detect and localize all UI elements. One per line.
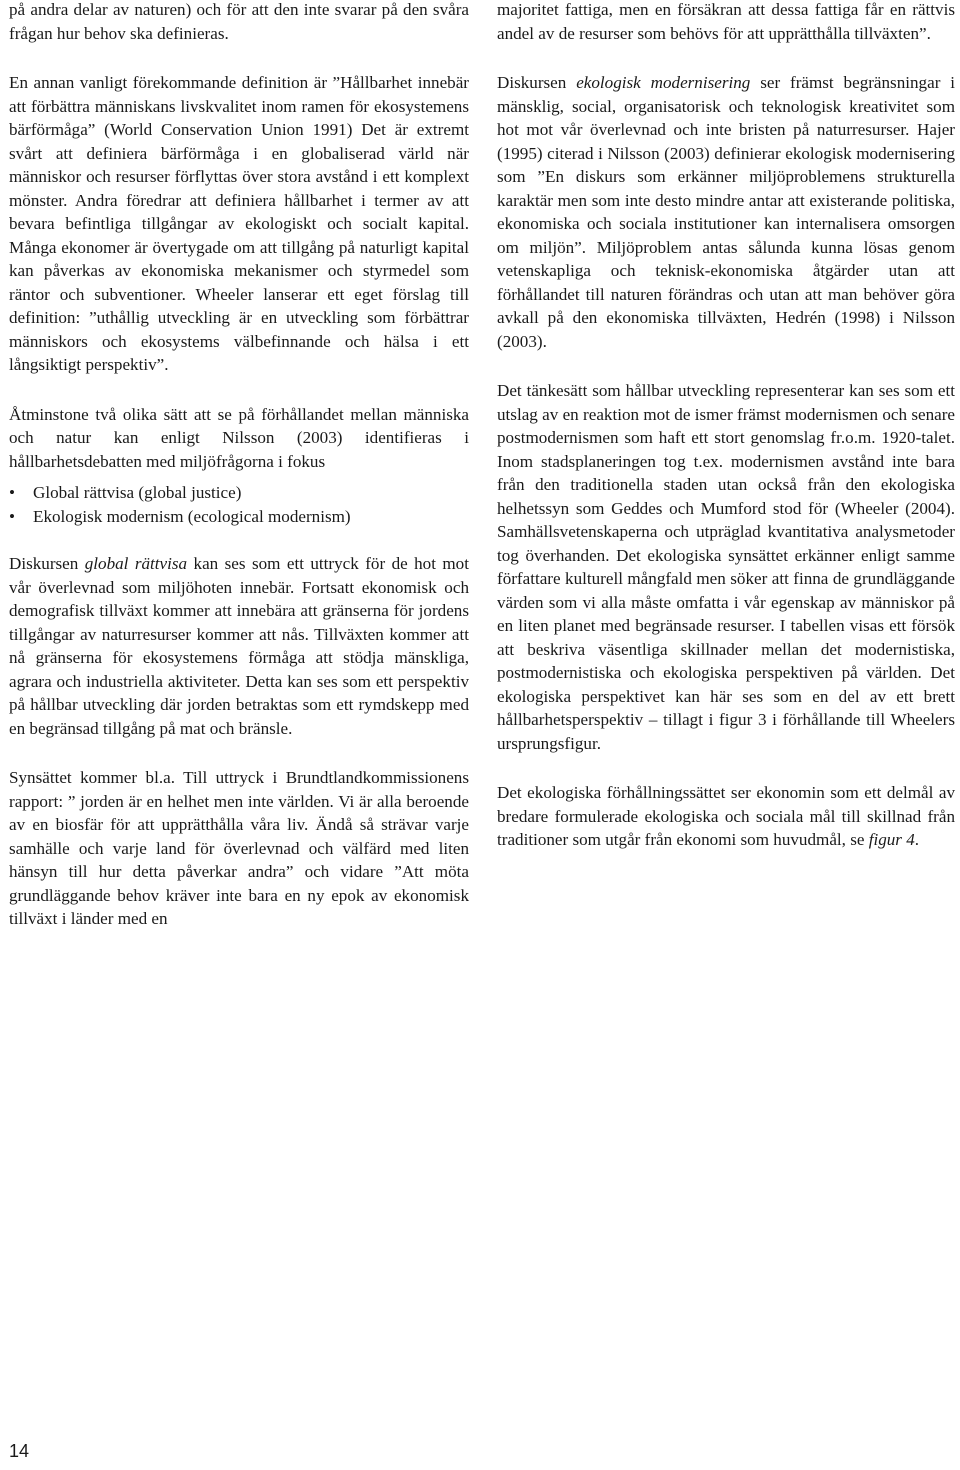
list-item-text: Global rättvisa (global justice) bbox=[33, 483, 242, 502]
list-item bbox=[9, 505, 469, 529]
text-run: . bbox=[914, 830, 920, 849]
list-item-text: Ekologisk modernism (ecological modernism) bbox=[33, 506, 351, 526]
paragraph-continued: majoritet fattiga, men en försäkran att dessa fattiga får en rättvis andel av de resurser som behövs för att upprätthålla tillväxten”. bbox=[497, 0, 955, 43]
paragraph-brundtland: Synsättet kommer bl.a. Till uttryck i Brundtlandkommissionens rapport: ” jorden är en helhet men inte världen. Vi är alla beroende av en biosfär för att upprätthålla våra liv. Ändå så strävar varje samhälle och varje land för överlevnad och välfärd med liten hänsyn till hur detta påverkar andra” och vidare ”Att möta grundläggande behov kräver inte bara en ny epok av ekonomisk tillväxt i länder med en bbox=[9, 768, 469, 928]
bullet-icon: • bbox=[9, 506, 15, 526]
left-column bbox=[9, 0, 469, 957]
paragraph-continued: på andra delar av naturen) och för att den inte svarar på den svåra frågan hur behov ska definieras. bbox=[9, 0, 469, 43]
list-item bbox=[9, 481, 469, 505]
paragraph-global-justice bbox=[9, 552, 469, 740]
emphasis-text: global rättvisa bbox=[84, 554, 188, 573]
paragraph-ecological-economy bbox=[497, 781, 955, 852]
paragraph-sustainability-definition: En annan vanligt förekommande definition är ”Hållbarhet innebär att förbättra människans livskvalitet inom ramen för ekosystemens bärförmåga” (World Conservation Union 1991) Det är extremt svårt att definiera bärförmåga i en globaliserad värld när människor och resurser förflyttas över stora avstånd i ett komplext mönster. Andra föredrar att definiera hållbarhet i termer av att bevara befintliga tillgångar av ekologiskt och socialt kapital. Många ekonomer är övertygade om att tillgång på naturligt kapital kan påverkas av ekonomiska mekanismer och styrmedel som räntor och subventioner. Wheeler lanserar ett eget förslag till definition: ”uthållig utveckling är en utveckling som förbättrar människors och ekosystems välbefinnande och hälsa i ett långsiktigt perspektiv”. bbox=[9, 73, 469, 374]
emphasis-text: ekologisk modernisering bbox=[576, 73, 751, 92]
figure-reference: figur 4 bbox=[868, 830, 915, 849]
page-number: 14 bbox=[9, 1441, 30, 1461]
text-run: Diskursen bbox=[9, 554, 85, 573]
text-run: ser främst begränsningar i mänsklig, social, organisatorisk och teknologisk kreativitet som hot mot vår överlevnad och inte bristen på naturresurser. Hajer (1995) citerad i Nilsson (2003) definierar ekologisk modernisering som ”En diskurs som erkänner miljöproblemens strukturella karaktär men som inte desto mindre antar att existerande politiska, ekonomiska och sociala institutioner kan internalisera omsorgen om miljön”. Miljöproblem antas sålunda kunna lösas genom vetenskapliga och teknisk-ekonomiska åtgärder utan att förhållandet till naturen förändras och utan att man behöver göra avkall på den ekonomiska tillväxten, Hedrén (1998) i Nilsson (2003). bbox=[497, 73, 956, 351]
bullet-list bbox=[9, 481, 469, 528]
bullet-icon: • bbox=[9, 483, 15, 502]
paragraph-ecological-modernisation bbox=[497, 71, 955, 353]
right-column bbox=[497, 0, 955, 878]
text-run: Det ekologiska förhållningssättet ser ekonomin som ett delmål av bredare formulerade ekologiska och sociala mål till skillnad från traditioner som utgår från ekonomi som huvudmål, se bbox=[497, 783, 955, 849]
paragraph-two-perspectives: Åtminstone två olika sätt att se på förhållandet mellan människa och natur kan enligt Nilsson (2003) identifieras i hållbarhetsdebatten med miljöfrågorna i fokus bbox=[9, 404, 469, 471]
text-run: Diskursen bbox=[497, 73, 577, 92]
text-run: kan ses som ett uttryck för de hot mot vår överlevnad som miljöhoten innebär. Fortsatt ekonomisk och demografisk tillväxt kommer att innebära att gränserna för jordens tillgångar av naturresurser kommer att nås. Tillväxten kommer att nå gränserna för ekosystemens förmåga att stödja mänskliga, agrara och industriella aktiviteter. Detta kan ses som ett perspektiv på hållbar utveckling där jorden betraktas som ett rymdskepp med en begränsad tillgång på mat och bränsle. bbox=[9, 554, 469, 738]
paragraph-modernism-reaction: Det tänkesätt som hållbar utveckling representerar kan ses som ett utslag av en reaktion mot de ismer främst modernismen och senare postmodernismen som haft ett stort genomslag fr.o.m. 1920-talet. Inom stadsplaneringen tog t.ex. modernismen avstånd inte bara från den traditionella staden utan också från den ekologiska helhetssyn som Geddes och Mumford stod för (Wheeler (2004). Samhällsvetenskaperna och utpräglad kvantitativa analysmetoder tog överhanden. Det ekologiska synsättet erkänner enligt samme författare kulturell mångfald men söker att finna de grundläggande värden som vi alla måste omfatta i vår egenskap av människor på en liten planet med begränsade resurser. I tabellen visas ett försök att beskriva väsentliga skillnader mellan det modernistiska, postmodernistiska och ekologiska perspektiven på världen. Det ekologiska perspektivet kan här ses som en del av ett brett hållbarhetsperspektiv – tillagt i figur 3 i förhållande till Wheelers ursprungsfigur. bbox=[497, 381, 955, 753]
